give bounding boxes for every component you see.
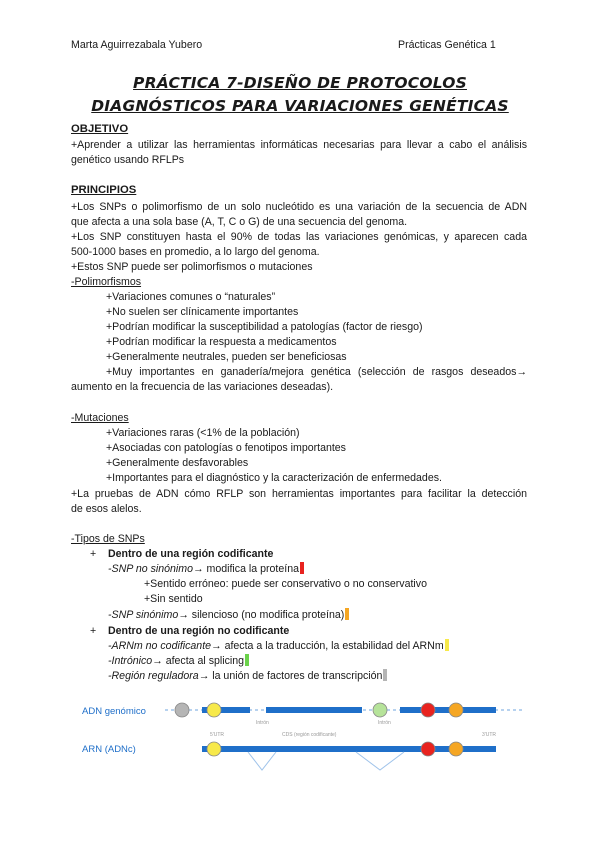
sub-sin-sentido: +Sin sentido: [144, 593, 203, 605]
desc: silencioso (no modifica proteína): [188, 609, 345, 621]
principios-p1a: +Los SNPs o polimorfismo de un solo nucleótido es una variación de la secuencia de ADN: [71, 201, 527, 213]
rflp-line-b: de esos alelos.: [71, 503, 142, 515]
mut-item: +Generalmente desfavorables: [106, 457, 249, 469]
snp-marker-no-sinonimo: [421, 703, 435, 717]
snp-marker-regulatory: [175, 703, 189, 717]
page-title-line1: PRÁCTICA 7-DISEÑO DE PROTOCOLOS: [133, 74, 467, 92]
bullet-no-codificante-label: Dentro de una región no codificante: [108, 625, 290, 637]
term: -ARNm no codificante→: [108, 640, 222, 652]
objetivo-line2: genético usando RFLPs: [71, 154, 185, 166]
poli-item: +Podrían modificar la susceptibilidad a patologías (factor de riesgo): [106, 321, 423, 333]
bullet-mark: +: [90, 548, 97, 560]
mut-item: +Importantes para el diagnóstico y la caracterización de enfermedades.: [106, 472, 442, 484]
diagram-row1-label: ADN genómico: [82, 706, 146, 717]
cds-label: CDS (región codificante): [282, 732, 337, 738]
poli-item: +Variaciones comunes o “naturales”: [106, 291, 276, 303]
polimorfismos-heading: -Polimorfismos: [71, 276, 142, 288]
bullet-no-codificante: [90, 624, 289, 639]
mut-item: +Variaciones raras (<1% de la población): [106, 427, 300, 439]
utr3-label: 3'UTR: [482, 732, 497, 738]
desc: modifica la proteína: [203, 563, 299, 575]
rflp-line-a: +La pruebas de ADN cómo RFLP son herramientas importantes para facilitar la detección: [71, 488, 527, 500]
intron-label-1: Intrón: [256, 720, 269, 726]
term: -SNP no sinónimo→: [108, 563, 204, 575]
utr5-label: 5'UTR: [210, 732, 225, 738]
intron-label-2: Intrón: [378, 720, 391, 726]
snp-marker-utr5: [207, 703, 221, 717]
intronico: [108, 654, 249, 669]
cdna-snp-no-sinonimo: [421, 742, 435, 756]
snp-no-sinonimo: [108, 562, 304, 577]
desc: afecta a la traducción, la estabilidad del ARNm: [221, 640, 444, 652]
section-principios: PRINCIPIOS: [71, 184, 137, 196]
yellow-highlight-mark: [445, 639, 449, 651]
mutaciones-heading: -Mutaciones: [71, 412, 129, 424]
poli-item: +Podrían modificar la respuesta a medicamentos: [106, 336, 337, 348]
term: -SNP sinónimo→: [108, 609, 189, 621]
principios-p2a: +Los SNP constituyen hasta el 90% de todas las variaciones genómicas, y aparecen cada: [71, 231, 527, 243]
section-objetivo: OBJETIVO: [71, 123, 129, 135]
bullet-codificante: [90, 547, 273, 562]
region-reguladora: [108, 669, 387, 684]
header-course: Prácticas Genética 1: [398, 39, 496, 51]
green-highlight-mark: [245, 654, 249, 666]
objetivo-line1: +Aprender a utilizar las herramientas informáticas necesarias para llevar a cabo el análisis: [71, 139, 527, 151]
gray-highlight-mark: [383, 669, 387, 681]
tipos-heading: -Tipos de SNPs: [71, 533, 145, 545]
header-author: Marta Aguirrezabala Yubero: [71, 39, 203, 51]
exon-2: [266, 707, 362, 713]
term: -Intrónico→: [108, 655, 163, 667]
poli-item-last-a: +Muy importantes en ganadería/mejora genética (selección de rasgos deseados→: [106, 366, 527, 378]
poli-item-last-b: aumento en la frecuencia de las variaciones deseadas).: [71, 381, 334, 393]
principios-p3: +Estos SNP puede ser polimorfismos o mutaciones: [71, 261, 313, 273]
bullet-mark: +: [90, 625, 97, 637]
splice-junction-2: [356, 752, 404, 770]
exon-3: [400, 707, 496, 713]
diagram-row2-label: ARN (ADNc): [82, 744, 136, 755]
snp-marker-sinonimo: [449, 703, 463, 717]
poli-item: +Generalmente neutrales, pueden ser beneficiosas: [106, 351, 347, 363]
arnm-no-codificante: [108, 639, 449, 654]
poli-item: +No suelen ser clínicamente importantes: [106, 306, 299, 318]
sub-sentido-erroneo: +Sentido erróneo: puede ser conservativo o no conservativo: [144, 578, 427, 590]
desc: afecta al splicing: [162, 655, 245, 667]
snp-marker-intronic: [373, 703, 387, 717]
principios-p2b: 500-1000 bases en promedio, a lo largo del genoma.: [71, 246, 320, 258]
splice-junction-1: [248, 752, 276, 770]
mut-item: +Asociadas con patologías o fenotipos importantes: [106, 442, 346, 454]
snp-sinonimo: [108, 608, 349, 623]
bullet-codificante-label: Dentro de una región codificante: [108, 548, 274, 560]
page-title-line2: DIAGNÓSTICOS PARA VARIACIONES GENÉTICAS: [91, 97, 509, 115]
red-highlight-mark: [300, 562, 304, 574]
term: -Región reguladora→: [108, 670, 210, 682]
snp-diagram: [70, 694, 530, 774]
cdna-snp-sinonimo: [449, 742, 463, 756]
principios-p1b: que afecta a una sola base (A, T, C o G) de una secuencia del genoma.: [71, 216, 408, 228]
orange-highlight-mark: [345, 608, 349, 620]
desc: la unión de factores de transcripción: [209, 670, 383, 682]
cdna-snp-utr5: [207, 742, 221, 756]
